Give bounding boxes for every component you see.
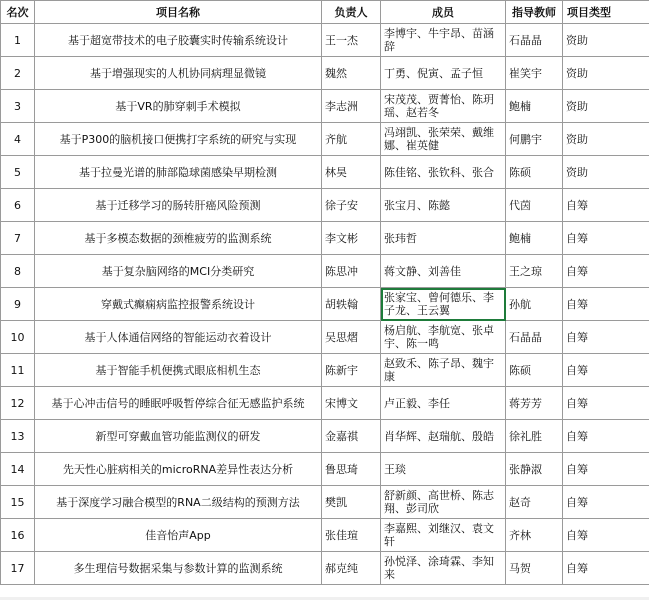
leader-cell[interactable]: 李文彬 <box>322 222 381 255</box>
table-row <box>1 321 649 354</box>
category-cell[interactable]: 自筹 <box>563 222 649 255</box>
table-row <box>1 156 649 189</box>
category-cell[interactable]: 自筹 <box>563 288 649 321</box>
members-cell[interactable]: 李博宇、牛宇昂、苗涵辞 <box>381 24 506 57</box>
header-leader[interactable]: 负责人 <box>322 1 381 24</box>
members-cell[interactable]: 李嘉熙、刘继汉、袁文轩 <box>381 519 506 552</box>
table-row <box>1 57 649 90</box>
header-row <box>1 1 649 24</box>
rank-cell[interactable]: 16 <box>1 519 35 552</box>
table-row <box>1 24 649 57</box>
leader-cell[interactable]: 张佳瑄 <box>322 519 381 552</box>
rank-cell[interactable]: 2 <box>1 57 35 90</box>
table-row <box>1 189 649 222</box>
category-cell[interactable]: 自筹 <box>563 354 649 387</box>
leader-cell[interactable]: 李志洲 <box>322 90 381 123</box>
leader-cell[interactable]: 吴思熠 <box>322 321 381 354</box>
rank-cell[interactable]: 17 <box>1 552 35 585</box>
advisor-cell[interactable]: 代茵 <box>506 189 563 222</box>
project-name-cell[interactable]: 基于人体通信网络的智能运动衣着设计 <box>35 321 322 354</box>
project-name-cell[interactable]: 基于多模态数据的颈椎疲劳的监测系统 <box>35 222 322 255</box>
rank-cell[interactable]: 10 <box>1 321 35 354</box>
leader-cell[interactable]: 林昊 <box>322 156 381 189</box>
table-row <box>1 453 649 486</box>
project-name-cell[interactable]: 基于迁移学习的肠转肝癌风险预测 <box>35 189 322 222</box>
members-cell[interactable]: 肖华辉、赵瑞航、殷皓 <box>381 420 506 453</box>
table-row <box>1 90 649 123</box>
header-project-name[interactable]: 项目名称 <box>35 1 322 24</box>
project-name-cell[interactable]: 基于深度学习融合模型的RNA二级结构的预测方法 <box>35 486 322 519</box>
rank-cell[interactable]: 6 <box>1 189 35 222</box>
rank-cell[interactable]: 14 <box>1 453 35 486</box>
members-cell[interactable]: 杨启航、李航宽、张卓宇、陈一鸣 <box>381 321 506 354</box>
advisor-cell[interactable]: 鲍楠 <box>506 90 563 123</box>
project-name-cell[interactable]: 多生理信号数据采集与参数计算的监测系统 <box>35 552 322 585</box>
leader-cell[interactable]: 郝克纯 <box>322 552 381 585</box>
leader-cell[interactable]: 魏然 <box>322 57 381 90</box>
advisor-cell[interactable]: 蒋芳芳 <box>506 387 563 420</box>
category-cell[interactable]: 自筹 <box>563 552 649 585</box>
table-row <box>1 552 649 585</box>
advisor-cell[interactable]: 陈硕 <box>506 156 563 189</box>
members-cell[interactable]: 陈佳铭、张钦科、张合 <box>381 156 506 189</box>
advisor-cell[interactable]: 张静淑 <box>506 453 563 486</box>
category-cell[interactable]: 自筹 <box>563 321 649 354</box>
advisor-cell[interactable]: 孙航 <box>506 288 563 321</box>
project-name-cell[interactable]: 新型可穿戴血管功能监测仪的研发 <box>35 420 322 453</box>
table-row <box>1 387 649 420</box>
members-cell[interactable]: 张家宝、曾何德乐、李子龙、王云翼 <box>381 288 506 321</box>
advisor-cell[interactable]: 何鹏宇 <box>506 123 563 156</box>
advisor-cell[interactable]: 马贺 <box>506 552 563 585</box>
members-cell[interactable]: 王琰 <box>381 453 506 486</box>
category-cell[interactable]: 资助 <box>563 123 649 156</box>
category-cell[interactable]: 自筹 <box>563 255 649 288</box>
category-cell[interactable]: 自筹 <box>563 420 649 453</box>
rank-cell[interactable]: 9 <box>1 288 35 321</box>
category-cell[interactable]: 自筹 <box>563 486 649 519</box>
leader-cell[interactable]: 陈思冲 <box>322 255 381 288</box>
leader-cell[interactable]: 金嘉祺 <box>322 420 381 453</box>
category-cell[interactable]: 资助 <box>563 57 649 90</box>
header-members[interactable]: 成员 <box>381 1 506 24</box>
rank-cell[interactable]: 12 <box>1 387 35 420</box>
leader-cell[interactable]: 胡轶翰 <box>322 288 381 321</box>
category-cell[interactable]: 资助 <box>563 90 649 123</box>
rank-cell[interactable]: 3 <box>1 90 35 123</box>
table-row <box>1 288 649 321</box>
members-cell[interactable]: 卢正毅、李任 <box>381 387 506 420</box>
leader-cell[interactable]: 徐子安 <box>322 189 381 222</box>
header-rank[interactable]: 名次 <box>1 1 35 24</box>
advisor-cell[interactable]: 石晶晶 <box>506 24 563 57</box>
table-row <box>1 420 649 453</box>
members-cell[interactable]: 丁勇、倪寅、孟子恒 <box>381 57 506 90</box>
category-cell[interactable]: 资助 <box>563 24 649 57</box>
project-name-cell[interactable]: 基于增强现实的人机协同病理显微镜 <box>35 57 322 90</box>
project-name-cell[interactable]: 基于心冲击信号的睡眠呼吸暂停综合征无感监护系统 <box>35 387 322 420</box>
table-row <box>1 354 649 387</box>
category-cell[interactable]: 资助 <box>563 156 649 189</box>
members-cell[interactable]: 张玮哲 <box>381 222 506 255</box>
rank-cell[interactable]: 13 <box>1 420 35 453</box>
rank-cell[interactable]: 8 <box>1 255 35 288</box>
rank-cell[interactable]: 11 <box>1 354 35 387</box>
advisor-cell[interactable]: 徐礼胜 <box>506 420 563 453</box>
rank-cell[interactable]: 15 <box>1 486 35 519</box>
project-name-cell[interactable]: 基于VR的肺穿刺手术模拟 <box>35 90 322 123</box>
leader-cell[interactable]: 鲁思琦 <box>322 453 381 486</box>
project-name-cell[interactable]: 基于复杂脑网络的MCI分类研究 <box>35 255 322 288</box>
advisor-cell[interactable]: 石晶晶 <box>506 321 563 354</box>
leader-cell[interactable]: 樊凯 <box>322 486 381 519</box>
project-name-cell[interactable]: 穿戴式癫痫病监控报警系统设计 <box>35 288 322 321</box>
header-advisor[interactable]: 指导教师 <box>506 1 563 24</box>
category-cell[interactable]: 自筹 <box>563 453 649 486</box>
category-cell[interactable]: 自筹 <box>563 519 649 552</box>
project-name-cell[interactable]: 佳音怡声App <box>35 519 322 552</box>
advisor-cell[interactable]: 王之琼 <box>506 255 563 288</box>
project-name-cell[interactable]: 基于智能手机便携式眼底相机生态 <box>35 354 322 387</box>
leader-cell[interactable]: 齐航 <box>322 123 381 156</box>
leader-cell[interactable]: 王一杰 <box>322 24 381 57</box>
project-name-cell[interactable]: 基于拉曼光谱的肺部隐球菌感染早期检测 <box>35 156 322 189</box>
rank-cell[interactable]: 1 <box>1 24 35 57</box>
rank-cell[interactable]: 7 <box>1 222 35 255</box>
table-row <box>1 123 649 156</box>
members-cell[interactable]: 舒新颜、高世桥、陈志翔、彭司欣 <box>381 486 506 519</box>
members-cell[interactable]: 冯翊凯、张荣荣、戴维娜、崔英健 <box>381 123 506 156</box>
rank-cell[interactable]: 5 <box>1 156 35 189</box>
project-name-cell[interactable]: 基于超宽带技术的电子胶囊实时传输系统设计 <box>35 24 322 57</box>
advisor-cell[interactable]: 赵奇 <box>506 486 563 519</box>
advisor-cell[interactable]: 齐林 <box>506 519 563 552</box>
category-cell[interactable]: 自筹 <box>563 189 649 222</box>
members-cell[interactable]: 蒋文静、刘善佳 <box>381 255 506 288</box>
leader-cell[interactable]: 宋博文 <box>322 387 381 420</box>
project-name-cell[interactable]: 基于P300的脑机接口便携打字系统的研究与实现 <box>35 123 322 156</box>
advisor-cell[interactable]: 崔笑宇 <box>506 57 563 90</box>
members-cell[interactable]: 张宝月、陈懿 <box>381 189 506 222</box>
members-cell[interactable]: 宋茂茂、贾菁怡、陈玥瑶、赵若冬 <box>381 90 506 123</box>
table-row <box>1 255 649 288</box>
project-name-cell[interactable]: 先天性心脏病相关的microRNA差异性表达分析 <box>35 453 322 486</box>
members-cell[interactable]: 孙悦泽、涂琦霖、李知来 <box>381 552 506 585</box>
table-row <box>1 222 649 255</box>
rank-cell[interactable]: 4 <box>1 123 35 156</box>
category-cell[interactable]: 自筹 <box>563 387 649 420</box>
leader-cell[interactable]: 陈新宇 <box>322 354 381 387</box>
header-category[interactable]: 项目类型 <box>563 1 649 24</box>
members-cell[interactable]: 赵致禾、陈子昂、魏宇康 <box>381 354 506 387</box>
table-row <box>1 486 649 519</box>
table-row <box>1 519 649 552</box>
advisor-cell[interactable]: 鲍楠 <box>506 222 563 255</box>
advisor-cell[interactable]: 陈硕 <box>506 354 563 387</box>
